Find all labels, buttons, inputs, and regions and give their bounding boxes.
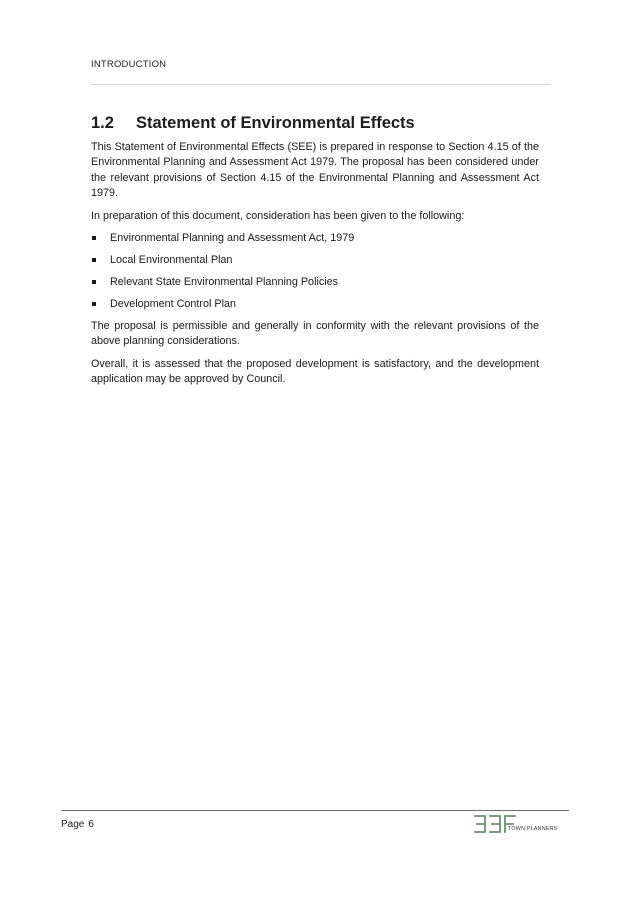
square-bullet-icon: [92, 258, 96, 262]
logo-text: TOWN PLANNERS: [508, 826, 558, 832]
header-divider: [91, 84, 551, 85]
list-item: [91, 297, 539, 312]
running-header: INTRODUCTION: [91, 59, 167, 70]
body-content: [91, 140, 539, 395]
list-item: [91, 275, 539, 290]
paragraph-intro: This Statement of Environmental Effects (SEE) is prepared in response to Section 4.15 of the Environmental Planning and Assessment Act 1979. The proposal has been considered under the relevant provisions of Section 4.15 of the Environmental Planning and Assessment Act 1979.: [91, 141, 539, 200]
page-label: Page: [61, 819, 85, 830]
list-item-text: Relevant State Environmental Planning Policies: [110, 276, 339, 289]
paragraph-permissibility: The proposal is permissible and generally in conformity with the relevant provisions of the above planning considerations.: [91, 320, 539, 348]
section-title-text: Statement of Environmental Effects: [136, 114, 415, 132]
considerations-list: [91, 231, 539, 312]
list-item: [91, 231, 539, 246]
paragraph-conclusion: Overall, it is assessed that the proposed development is satisfactory, and the development application may be approved by Council.: [91, 357, 539, 386]
section-number: 1.2: [91, 114, 114, 132]
list-item-text: Local Environmental Plan: [110, 254, 233, 267]
square-bullet-icon: [92, 302, 96, 306]
square-bullet-icon: [92, 280, 96, 284]
list-item: [91, 253, 539, 268]
section-heading: [91, 114, 415, 133]
page-number-value: 6: [88, 819, 94, 830]
list-item-text: Environmental Planning and Assessment Act, 1979: [110, 232, 355, 245]
square-bullet-icon: [92, 236, 96, 240]
page-number: [61, 819, 94, 830]
footer-divider: [61, 810, 569, 811]
paragraph-preparation: In preparation of this document, consideration has been given to the following:: [91, 209, 465, 222]
list-item-text: Development Control Plan: [110, 298, 237, 311]
